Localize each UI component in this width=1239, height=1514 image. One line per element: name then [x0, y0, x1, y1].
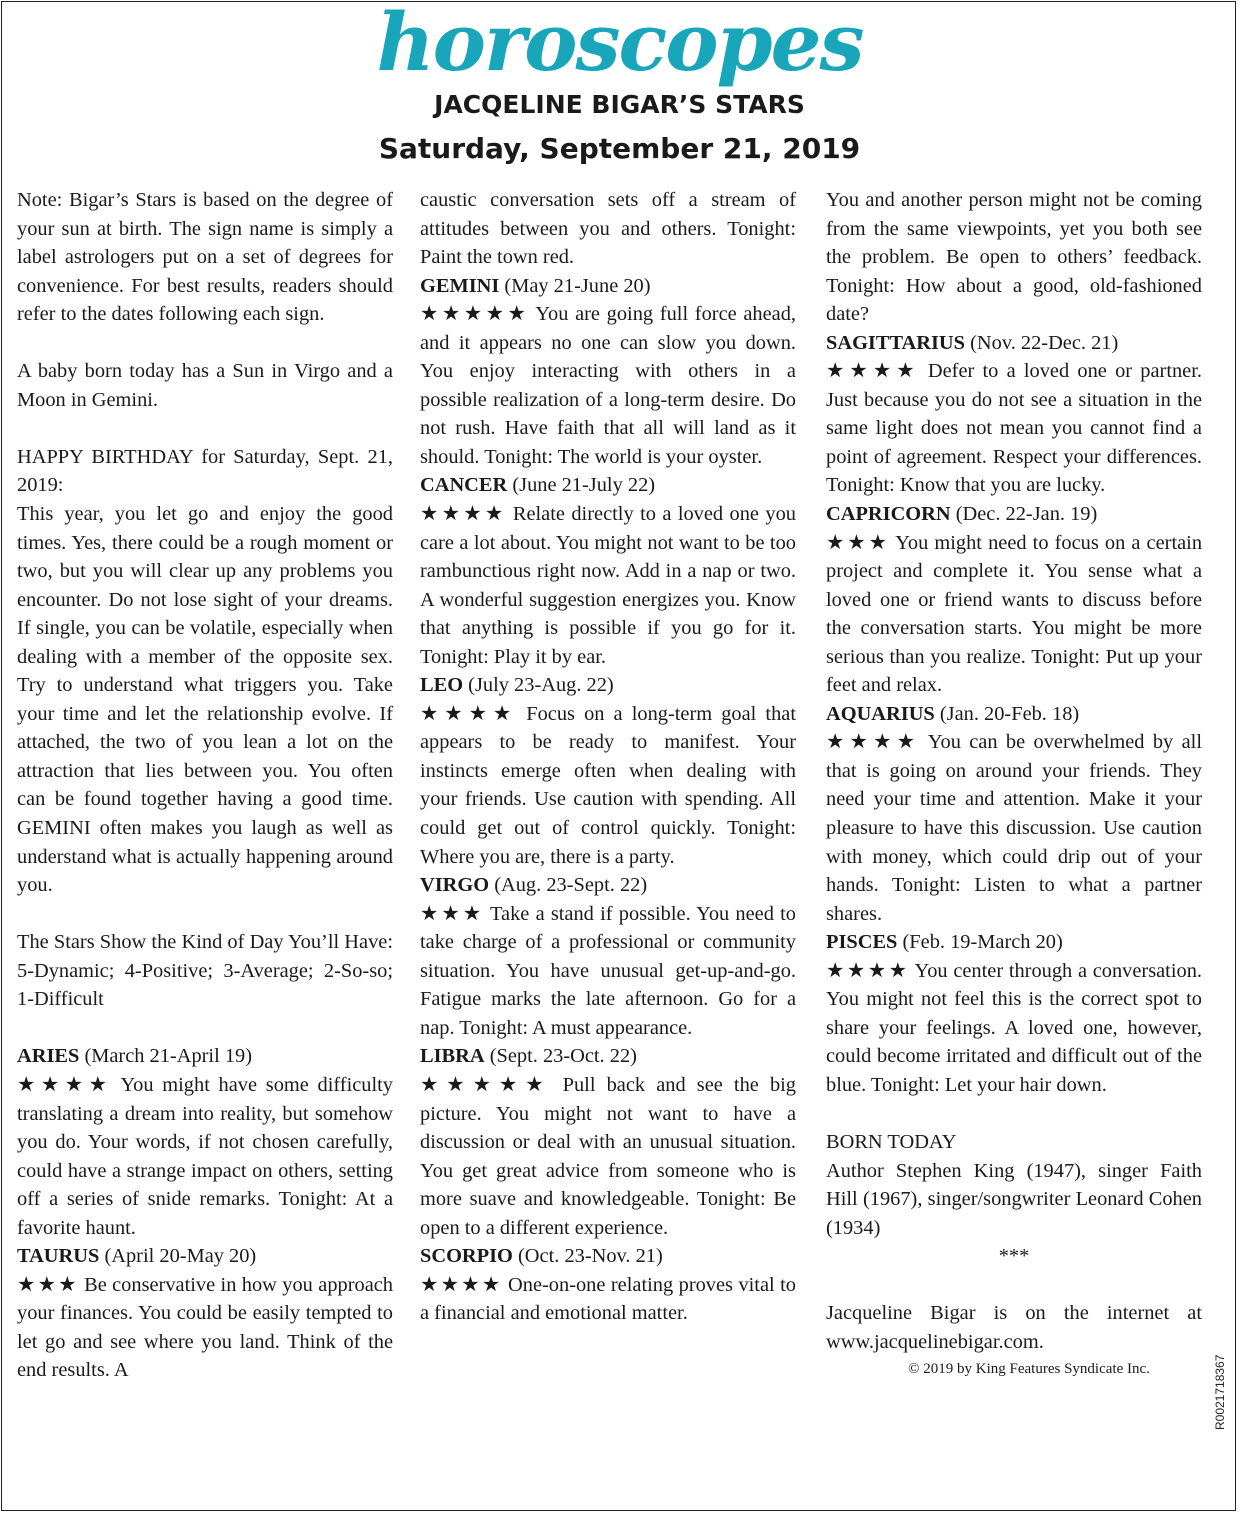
sign-heading-leo	[420, 671, 796, 700]
sign-text: Pull back and see the big picture. You might not want to have a discussion or deal with an unusual situation. You get great advice from someone who is more suave and knowledgeable. Tonight: Be open to a different experience.	[420, 1073, 796, 1239]
sign-dates: (Nov. 22-Dec. 21)	[970, 331, 1119, 354]
sign-name: SCORPIO	[420, 1245, 513, 1268]
star-rating: ★★★★★	[420, 1073, 552, 1096]
sign-dates: (Dec. 22-Jan. 19)	[955, 503, 1098, 526]
horoscopes-logo: horoscopes	[376, 0, 863, 89]
sign-dates: (Feb. 19-March 20)	[902, 931, 1063, 954]
sign-dates: (Aug. 23-Sept. 22)	[494, 874, 648, 897]
sign-text: Relate directly to a loved one you care a lot about. You might not want to be too rambunctious right now. Add in a nap or two. A wonderful suggestion energizes you. Know that anything is possible if you go for it. Tonight: Play it by ear.	[420, 503, 796, 668]
sign-dates: (Oct. 23-Nov. 21)	[518, 1245, 663, 1268]
sign-entry-scorpio-continued: You and another person might not be coming from the same viewpoints, yet you both see the problem. Be open to others’ feedback. Tonight: How about a good, old-fashioned date?	[826, 189, 1202, 326]
sign-name: AQUARIUS	[826, 702, 935, 725]
page-date: Saturday, September 21, 2019	[378, 132, 861, 165]
star-rating: ★★★★	[826, 959, 910, 982]
sign-entry-scorpio	[420, 1271, 796, 1328]
sign-entry-aquarius	[826, 728, 1202, 928]
star-rating: ★★★★	[826, 360, 920, 383]
sign-entry-sagittarius	[826, 357, 1202, 500]
sign-text: One-on-one relating proves vital to a financial and emotional matter.	[420, 1273, 797, 1325]
copyright: © 2019 by King Features Syndicate Inc.	[908, 1361, 1150, 1378]
sign-dates: (March 21-April 19)	[84, 1045, 253, 1068]
sign-heading-capricorn	[826, 500, 1202, 529]
sign-entry-aries	[17, 1071, 393, 1242]
sign-text: Focus on a long-term goal that appears to be ready to manifest. Your instincts emerge often when dealing with your friends. Use caution with spending. All could get out of control quickly. Tonight: Where you are, there is a party.	[420, 702, 796, 868]
sign-entry-capricorn	[826, 529, 1202, 700]
birthday-text: This year, you let go and enjoy the good times. Yes, there could be a rough moment or two, but you will clear up any problems you encounter. Do not lose sight of your dreams. If single, you can be volatile, especially when dealing with a member of the opposite sex. Try to understand what triggers you. Take your time and let the relationship evolve. If attached, the two of you lean a lot on the attraction that lies between you. You often can be found together having a good time. GEMINI often makes you laugh as well as understand what is actually happening around you.	[17, 503, 393, 897]
sign-heading-pisces	[826, 928, 1202, 957]
column-1	[17, 186, 393, 1385]
star-rating: ★★★★	[420, 1273, 503, 1296]
sign-heading-cancer	[420, 471, 796, 500]
sign-text: Defer to a loved one or partner. Just because you do not see a situation in the same light does not mean you cannot find a point of agreement. Respect your differences. Tonight: Know that you are lucky.	[826, 360, 1202, 497]
sign-entry-taurus-continued: caustic conversation sets off a stream of attitudes between you and others. Tonight: Paint the town red.	[420, 189, 796, 269]
birthday-heading: HAPPY BIRTHDAY for Saturday, Sept. 21, 2019:	[17, 445, 393, 497]
sign-text: Take a stand if possible. You need to take charge of a professional or community situation. You have unusual get-up-and-go. Fatigue marks the late afternoon. Go for a nap. Tonight: A must appearance.	[420, 902, 796, 1039]
sign-dates: (Sept. 23-Oct. 22)	[489, 1045, 637, 1068]
sign-entry-cancer	[420, 500, 796, 671]
sign-name: SAGITTARIUS	[826, 331, 966, 354]
sign-heading-aries	[17, 1042, 393, 1071]
sign-dates: (Jan. 20-Feb. 18)	[939, 702, 1080, 725]
sign-heading-sagittarius	[826, 329, 1202, 358]
sign-dates: (April 20-May 20)	[104, 1245, 257, 1268]
sign-heading-libra	[420, 1042, 796, 1071]
star-rating: ★★★★	[420, 503, 507, 526]
byline: JACQELINE BIGAR’S STARS	[434, 90, 805, 119]
star-rating: ★★★★	[17, 1073, 113, 1096]
sign-heading-scorpio	[420, 1242, 796, 1271]
star-rating: ★★★	[826, 531, 890, 554]
sign-heading-gemini	[420, 272, 796, 301]
sign-text: You might need to focus on a certain project and complete it. You sense what a loved one or friend wants to discuss before the conversation starts. You might be more serious than you realize. Tonight: Put up your feet and relax.	[826, 531, 1203, 697]
star-rating: ★★★★	[420, 702, 518, 725]
sign-heading-virgo	[420, 871, 796, 900]
sign-text: You can be overwhelmed by all that is going on around your friends. They need your time and attention. Make it your pleasure to have this discussion. Use caution with money, which could drip out of your hands. Tonight: Listen to what a partner shares.	[826, 731, 1202, 925]
sign-dates: (July 23-Aug. 22)	[468, 674, 614, 697]
star-rating: ★★★★★	[420, 303, 530, 326]
sign-text: You are going full force ahead, and it appears no one can slow you down. You enjoy interacting with others in a possible realization of a long-term desire. Do not rush. Have faith that all will land as it should. Tonight: The world is your oyster.	[420, 303, 797, 468]
column-3	[826, 186, 1202, 1382]
sign-name: ARIES	[17, 1045, 80, 1068]
section-separator: ***	[998, 1245, 1030, 1268]
sign-entry-leo	[420, 700, 796, 871]
sign-entry-libra	[420, 1071, 796, 1242]
sign-entry-virgo	[420, 900, 796, 1043]
internet-note: Jacqueline Bigar is on the internet at www.jacquelinebigar.com.	[826, 1302, 1202, 1353]
sign-dates: (May 21-June 20)	[504, 274, 651, 297]
sign-heading-aquarius	[826, 700, 1202, 729]
star-rating: ★★★	[17, 1273, 79, 1296]
sign-heading-taurus	[17, 1242, 393, 1271]
baby-born-today: A baby born today has a Sun in Virgo and a Moon in Gemini.	[17, 360, 393, 411]
sign-name: CANCER	[420, 474, 508, 497]
sign-name: VIRGO	[420, 874, 490, 897]
sign-name: CAPRICORN	[826, 503, 951, 526]
sign-text: You center through a conversation. You might not feel this is the correct spot to share your feelings. A loved one, however, could become irritated and difficult out of the blue. Tonight: Let your hair down.	[826, 959, 1203, 1096]
stars-legend: The Stars Show the Kind of Day You’ll Have: 5-Dynamic; 4-Positive; 3-Average; 2-So-so; 1-Difficult	[17, 931, 393, 1011]
star-rating: ★★★★	[826, 731, 921, 754]
sign-name: GEMINI	[420, 274, 500, 297]
sign-text: You might have some difficulty translating a dream into reality, but somehow you do. Your words, if not chosen carefully, could have a strange impact on others, setting off a series of snide remarks. Tonight: At a favorite haunt.	[17, 1073, 394, 1239]
sign-name: PISCES	[826, 931, 898, 954]
ad-code: R0021718367	[1213, 1354, 1227, 1430]
born-today-text: Author Stephen King (1947), singer Faith Hill (1967), singer/songwriter Leonard Cohen (1934)	[826, 1159, 1202, 1239]
star-rating: ★★★	[420, 902, 485, 925]
born-today-heading: BORN TODAY	[826, 1131, 957, 1154]
column-2	[420, 186, 796, 1328]
sign-text: Be conservative in how you approach your finances. You could be easily tempted to let go and see where you land. Think of the end results. A	[17, 1273, 393, 1382]
sign-entry-pisces	[826, 957, 1202, 1100]
sign-name: LEO	[420, 674, 464, 697]
sign-entry-taurus	[17, 1271, 393, 1385]
sign-entry-gemini	[420, 300, 796, 471]
sign-dates: (June 21-July 22)	[512, 474, 656, 497]
sign-name: LIBRA	[420, 1045, 485, 1068]
sign-name: TAURUS	[17, 1245, 100, 1268]
intro-note: Note: Bigar’s Stars is based on the degree of your sun at birth. The sign name is simply a label astrologers put on a set of degrees for convenience. For best results, readers should refer to the dates following each sign.	[17, 189, 393, 326]
